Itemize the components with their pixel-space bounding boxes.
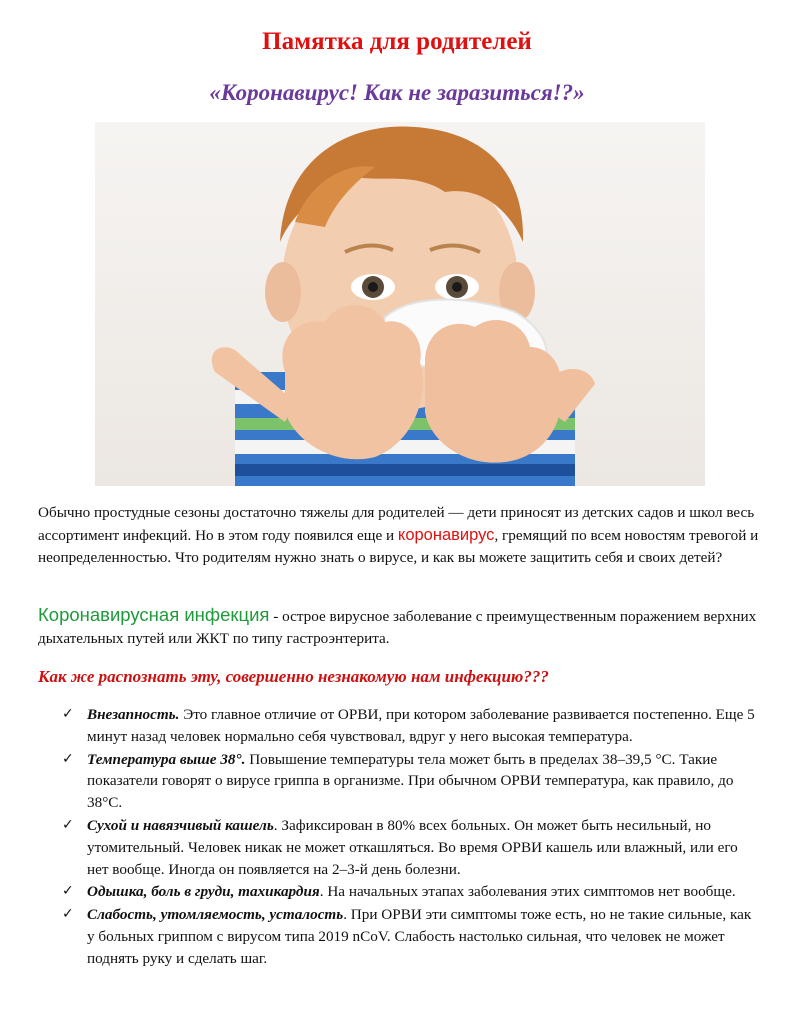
symptom-text: . При ОРВИ эти симптомы тоже есть, но не такие сильные, как у больных гриппом с вирусом типа 2019 nCoV. Слабость настолько сильная, что человек не может поднять руку и сделать шаг. bbox=[87, 906, 752, 967]
page-subtitle: «Коронавирус! Как не заразиться!?» bbox=[209, 80, 585, 105]
list-item bbox=[62, 704, 762, 748]
symptom-text: . Зафиксирован в 80% всех больных. Он может быть несильный, но утомительный. Человек никак не может откашляться. Во время ОРВИ кашель или влажный, или его нет вообще. Иногда он появляется на 2–3-й день болезни. bbox=[87, 816, 738, 878]
list-item bbox=[62, 815, 762, 880]
coronavirus-highlight: коронавирус bbox=[397, 526, 495, 544]
list-item bbox=[62, 881, 762, 903]
definition-paragraph bbox=[38, 604, 760, 650]
checkmark-icon: ✓ bbox=[62, 906, 74, 923]
symptom-term: Слабость, утомляемость, усталость bbox=[87, 906, 344, 924]
symptom-text: . На начальных этапах заболевания этих симптомов нет вообще. bbox=[319, 883, 736, 901]
intro-text-2: , гремящий по всем новостям тревогой и неопределенностью. Что родителям нужно знать о вирусе, и как вы можете защитить себя и своих детей? bbox=[38, 527, 759, 566]
symptom-term: Одышка, боль в груди, тахикардия bbox=[87, 883, 320, 901]
symptom-term: Внезапность. bbox=[87, 706, 180, 723]
intro-paragraph bbox=[38, 502, 760, 569]
intro-text-1: Обычно простудные сезоны достаточно тяжелы для родителей — дети приносят из детских садов и школ весь ассортимент инфекций. Но в этом году появился еще и bbox=[38, 504, 755, 544]
definition-text: - острое вирусное заболевание с преимущественным поражением верхних дыхательных путей или ЖКТ по типу гастроэнтерита. bbox=[38, 608, 757, 647]
list-item bbox=[62, 904, 762, 969]
checkmark-icon: ✓ bbox=[62, 883, 74, 900]
child-photo bbox=[95, 122, 705, 486]
checkmark-icon: ✓ bbox=[62, 750, 74, 767]
symptom-term: Сухой и навязчивый кашель bbox=[87, 816, 274, 834]
checkmark-icon: ✓ bbox=[62, 706, 74, 722]
checkmark-icon: ✓ bbox=[62, 816, 74, 833]
symptom-term: Температура выше 38°. bbox=[87, 750, 246, 768]
symptom-list bbox=[62, 704, 762, 971]
section-question: Как же распознать эту, совершенно незнакомую нам инфекцию??? bbox=[38, 667, 549, 686]
page-title: Памятка для родителей bbox=[262, 28, 532, 55]
symptom-text: Повышение температуры тела может быть в пределах 38–39,5 °C. Такие показатели говорят о вирусе гриппа в организме. При обычном ОРВИ температура, как правило, до 38°C. bbox=[87, 750, 734, 812]
definition-term: Коронавирусная инфекция bbox=[38, 604, 270, 625]
list-item bbox=[62, 749, 762, 814]
symptom-text: Это главное отличие от ОРВИ, при котором заболевание развивается постепенно. Еще 5 минут назад человек нормально себя чувствовал, вдруг у него высокая температура. bbox=[87, 706, 755, 745]
